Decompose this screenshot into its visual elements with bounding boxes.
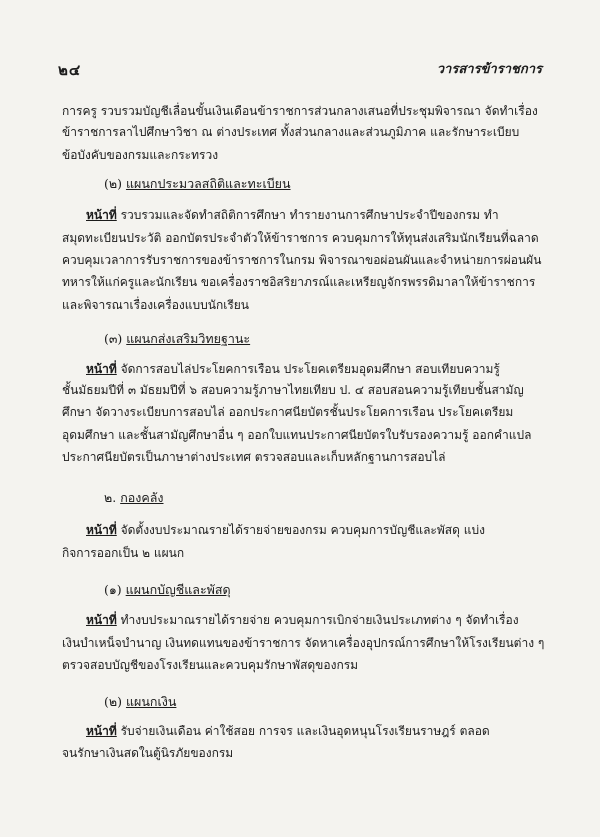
section-title: แผนกบัญชีและพัสดุ: [125, 582, 231, 597]
running-title: วารสารข้าราชการ: [436, 62, 542, 77]
section-number: (๒): [104, 176, 126, 191]
text-line: ประกาศนียบัตรเป็นภาษาต่างประเทศ ตรวจสอบและเก็บหลักฐานการสอบไล่: [62, 450, 446, 464]
section-heading: [104, 176, 291, 192]
text-line: [86, 612, 519, 628]
section-heading: [104, 490, 164, 506]
duty-text: รวบรวมและจัดทำสถิติการศึกษา ทำรายงานการศึกษาประจำปีของกรม ทำ: [116, 208, 499, 222]
text-line: ควบคุมเวลาการรับราชการของข้าราชการในกรม พิจารณาขอผ่อนผันและจำหน่ายการผ่อนผัน: [62, 253, 542, 267]
text-line: [86, 361, 500, 377]
duty-text: จัดตั้งงบประมาณรายได้รายจ่ายของกรม ควบคุมการบัญชีและพัสดุ แบ่ง: [116, 523, 485, 537]
duty-label: หน้าที่: [86, 208, 117, 222]
section-title: กองคลัง: [120, 490, 164, 505]
text-line: การครู รวบรวมบัญชีเลื่อนขั้นเงินเดือนข้าราชการส่วนกลางเสนอที่ประชุมพิจารณา จัดทำเรื่อง: [62, 104, 538, 118]
text-line: ชั้นมัธยมปีที่ ๓ มัธยมปีที่ ๖ สอบความรู้ภาษาไทยเทียบ ป. ๔ สอบสอนความรู้เทียบชั้นสามัญ: [62, 383, 524, 397]
text-line: อุดมศึกษา และชั้นสามัญศึกษาอื่น ๆ ออกใบแทนประกาศนียบัตรใบรับรองความรู้ ออกคำแปล: [62, 428, 532, 442]
text-line: ศึกษา จัดวางระเบียบการสอบไล่ ออกประกาศนียบัตรชั้นประโยคการเรือน ประโยคเตรียม: [62, 405, 514, 419]
section-heading: [104, 331, 250, 347]
duty-text: ทำงบประมาณรายได้รายจ่าย ควบคุมการเบิกจ่ายเงินประเภทต่าง ๆ จัดทำเรื่อง: [116, 613, 519, 627]
section-title: แผนกประมวลสถิติและทะเบียน: [125, 176, 291, 191]
text-line: จนรักษาเงินสดในตู้นิรภัยของกรม: [62, 746, 234, 760]
page-number: ๒๔: [58, 61, 82, 79]
text-line: สมุดทะเบียนประวัติ ออกบัตรประจำตัวให้ข้าราชการ ควบคุมการให้ทุนส่งเสริมนักเรียนที่ฉลาด: [62, 231, 539, 245]
duty-label: หน้าที่: [86, 362, 117, 376]
duty-text: จัดการสอบไล่ประโยคการเรือน ประโยคเตรียมอุดมศึกษา สอบเทียบความรู้: [116, 362, 500, 376]
duty-label: หน้าที่: [86, 523, 117, 537]
duty-label: หน้าที่: [86, 613, 117, 627]
duty-text: รับจ่ายเงินเดือน ค่าใช้สอย การจร และเงินอุดหนุนโรงเรียนราษฎร์ ตลอด: [116, 724, 490, 738]
section-number: (๓): [104, 331, 127, 346]
section-title: แผนกส่งเสริมวิทยฐานะ: [126, 331, 251, 346]
text-line: ข้อบังคับของกรมและกระทรวง: [62, 148, 219, 162]
section-number: (๒): [104, 694, 126, 709]
section-number: ๒.: [104, 490, 121, 505]
text-line: ข้าราชการลาไปศึกษาวิชา ณ ต่างประเทศ ทั้งส่วนกลางและส่วนภูมิภาค และรักษาระเบียบ: [62, 125, 520, 139]
text-line: [86, 522, 485, 538]
text-line: กิจการออกเป็น ๒ แผนก: [62, 546, 185, 560]
text-line: ทหารให้แก่ครูและนักเรียน ขอเครื่องราชอิสริยาภรณ์และเหรียญจักรพรรดิมาลาให้ข้าราชการ: [62, 275, 536, 289]
section-number: (๑): [104, 582, 126, 597]
section-title: แผนกเงิน: [125, 694, 177, 709]
text-line: [86, 207, 499, 223]
text-line: ตรวจสอบบัญชีของโรงเรียนและควบคุมรักษาพัสดุของกรม: [62, 658, 359, 672]
section-heading: [104, 582, 231, 598]
duty-label: หน้าที่: [86, 724, 117, 738]
section-heading: [104, 694, 176, 710]
text-line: และพิจารณาเรื่องเครื่องแบบนักเรียน: [62, 298, 250, 312]
text-line: [86, 723, 490, 739]
text-line: เงินบำเหน็จบำนาญ เงินทดแทนของข้าราชการ จัดหาเครื่องอุปกรณ์การศึกษาให้โรงเรียนต่าง ๆ: [62, 636, 545, 650]
